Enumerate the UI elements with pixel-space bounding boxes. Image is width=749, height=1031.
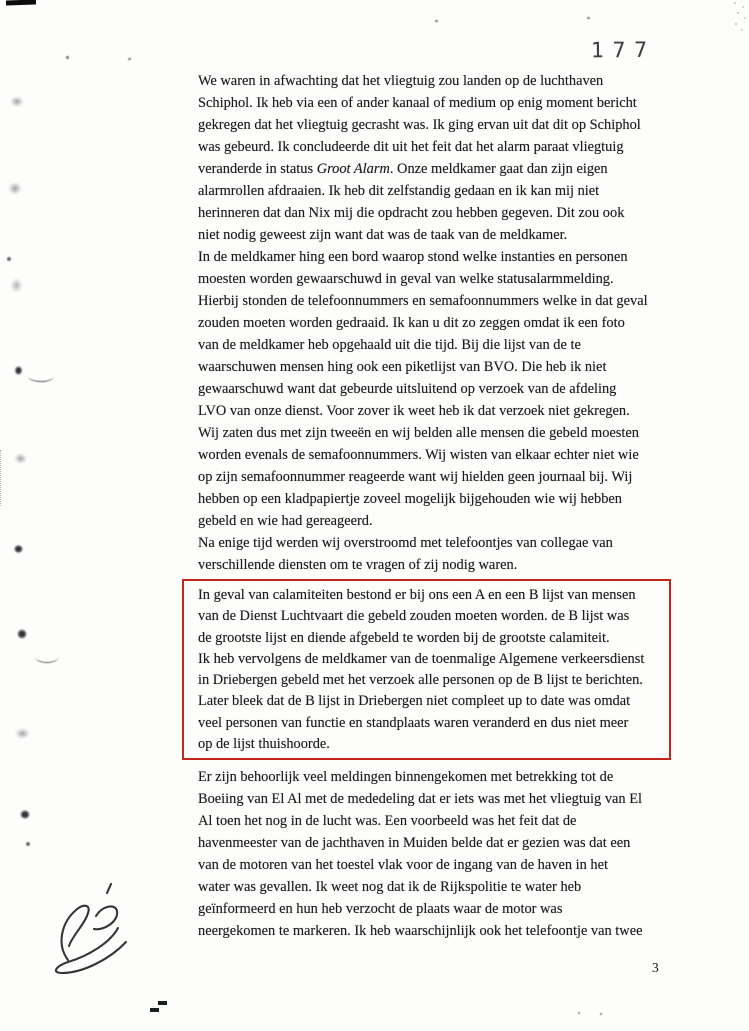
text-line: LVO van onze dienst. Voor zover ik weet heb ik dat verzoek niet gekregen. bbox=[198, 403, 630, 419]
text-line: Wij zaten dus met zijn tweeën en wij belden alle mensen die gebeld moesten bbox=[198, 425, 639, 441]
text-line: Er zijn behoorlijk veel meldingen binnengekomen met betrekking tot de bbox=[198, 769, 614, 786]
text-line: verschillende diensten om te vragen of zij nodig waren. bbox=[198, 557, 518, 573]
scan-smudge bbox=[10, 278, 23, 293]
scan-dash-mark bbox=[158, 1001, 167, 1005]
text-line: waarschuwen mensen hing ook een piketlijst van BVO. Die heb ik niet bbox=[198, 359, 607, 375]
text-line: In de meldkamer hing een bord waarop stond welke instanties en personen bbox=[198, 249, 628, 265]
text-line: van de meldkamer heb opgehaald uit die tijd. Bij die lijst van de te bbox=[198, 337, 581, 353]
text-line: gewaarschuwd want dat gebeurde uitsluitend op verzoek van de afdeling bbox=[198, 381, 617, 397]
paragraph bbox=[198, 70, 672, 576]
text-line: Boeiing van El Al met de mededeling dat er iets was met het vliegtuig van El bbox=[198, 791, 643, 808]
text-line: Na enige tijd werden wij overstroomd met telefoontjes van collegae van bbox=[198, 535, 613, 551]
signature-stroke bbox=[107, 884, 111, 893]
text-line: hebben op een kladpapiertje zoveel mogelijk bijgehouden wie wij hebben bbox=[198, 491, 622, 507]
text-line: gekregen dat het vliegtuig gecrasht was. Ik ging ervan uit dat dit op Schiphol bbox=[198, 117, 641, 133]
text-line: de grootste lijst en diende afgebeld te worden bij de grootste calamiteit. bbox=[198, 629, 610, 646]
hole-punch-mark bbox=[18, 808, 32, 821]
scan-smudge bbox=[14, 453, 27, 464]
text-line: niet nodig geweest zijn want dat was de taak van de meldkamer. bbox=[198, 227, 568, 243]
text-line: water was gevallen. Ik weet nog dat ik de Rijkspolitie te water heb bbox=[198, 879, 582, 896]
text-line: veranderde in status Groot Alarm. Onze meldkamer gaat dan zijn eigen bbox=[198, 161, 608, 177]
hole-punch-mark bbox=[13, 364, 24, 377]
text-line: Al toen het nog in de lucht was. Een voorbeeld was het feit dat de bbox=[198, 813, 577, 830]
text-line: moesten worden gewaarschuwd in geval van welke statusalarmmelding. bbox=[198, 271, 614, 287]
text-line: havenmeester van de jachthaven in Muiden belde dat er gezien was dat een bbox=[198, 835, 631, 852]
scan-edge-mark bbox=[6, 0, 36, 6]
scan-smudge bbox=[8, 182, 22, 195]
scan-speck bbox=[7, 257, 11, 261]
signature-stroke bbox=[62, 906, 89, 960]
text-line: geïnformeerd en hun heb verzocht de plaats waar de motor was bbox=[198, 901, 563, 918]
text-line: In geval van calamiteiten bestond er bij ons een A en een B lijst van mensen bbox=[198, 587, 636, 603]
scan-noise-speckles bbox=[731, 0, 749, 34]
text-line: Schiphol. Ik heb via een of ander kanaal of medium op enig moment bericht bbox=[198, 95, 637, 111]
text-block bbox=[198, 70, 672, 942]
scan-speck bbox=[66, 56, 69, 59]
scan-speck bbox=[600, 1013, 602, 1015]
text-line: neergekomen te markeren. Ik heb waarschijnlijk ook het telefoontje van twee bbox=[198, 923, 643, 940]
scan-dotted-line bbox=[0, 450, 3, 506]
text-line: van de motoren van het toestel vlak voor de ingang van de haven in het bbox=[198, 857, 609, 874]
text-line: Ik heb vervolgens de meldkamer van de toenmalige Algemene verkeersdienst bbox=[198, 650, 645, 667]
scan-dash-mark bbox=[150, 1008, 159, 1012]
text-line: gebeld en wie had gereageerd. bbox=[198, 513, 373, 529]
signature-stroke bbox=[94, 906, 117, 929]
scan-speck bbox=[587, 17, 590, 19]
text-line: alarmrollen afdraaien. Ik heb dit zelfstandig gedaan en ik kan mij niet bbox=[198, 183, 600, 199]
text-line: zouden moeten worden gedraaid. Ik kan u dit zo zeggen omdat ik een foto bbox=[198, 315, 625, 331]
scan-smudge bbox=[10, 96, 24, 107]
text-line: van de Dienst Luchtvaart die gebeld zouden moeten worden. de B lijst was bbox=[198, 608, 630, 625]
scan-curve-mark bbox=[35, 650, 59, 663]
highlighted-paragraph bbox=[182, 579, 671, 760]
text-line: worden evenals de semafoonnummers. Wij wisten van elkaar echter niet wie bbox=[198, 447, 639, 463]
italic-phrase: Groot Alarm bbox=[316, 161, 390, 177]
text-line: Later bleek dat de B lijst in Driebergen niet compleet up to date was omdat bbox=[198, 693, 631, 710]
text-line: Hierbij stonden de telefoonnummers en semafoonnummers welke in dat geval bbox=[198, 293, 648, 309]
text-line: op de lijst thuishoorde. bbox=[198, 736, 330, 753]
signature-stroke bbox=[56, 928, 126, 973]
text-line: in Driebergen gebeld met het verzoek alle personen op de B lijst te berichten. bbox=[198, 672, 643, 689]
handwritten-signature bbox=[38, 880, 158, 1005]
scan-curve-mark bbox=[28, 371, 54, 382]
text-line: was gebeurd. Ik concludeerde dit uit het feit dat het alarm paraat vliegtuig bbox=[198, 139, 624, 155]
scan-smudge bbox=[15, 728, 30, 739]
text-line: herinneren dat dan Nix mij die opdracht zou hebben gegeven. Dit zou ook bbox=[198, 205, 625, 221]
scan-speck bbox=[578, 1012, 580, 1014]
paragraph bbox=[198, 766, 672, 942]
scan-speck bbox=[435, 20, 438, 22]
text-line: We waren in afwachting dat het vliegtuig zou landen op de luchthaven bbox=[198, 73, 604, 89]
footer-page-number: 3 bbox=[652, 960, 659, 975]
hole-punch-mark bbox=[12, 543, 25, 555]
text-line: veel personen van functie en standplaats waren veranderd en dus niet meer bbox=[198, 714, 629, 731]
scan-speck bbox=[128, 58, 131, 60]
scan-speck bbox=[26, 842, 30, 846]
stamped-page-number: 177 bbox=[590, 37, 657, 63]
text-line: op zijn semafoonnummer reageerde want wij hielden geen journaal bij. Wij bbox=[198, 469, 633, 485]
hole-punch-mark bbox=[15, 627, 29, 641]
